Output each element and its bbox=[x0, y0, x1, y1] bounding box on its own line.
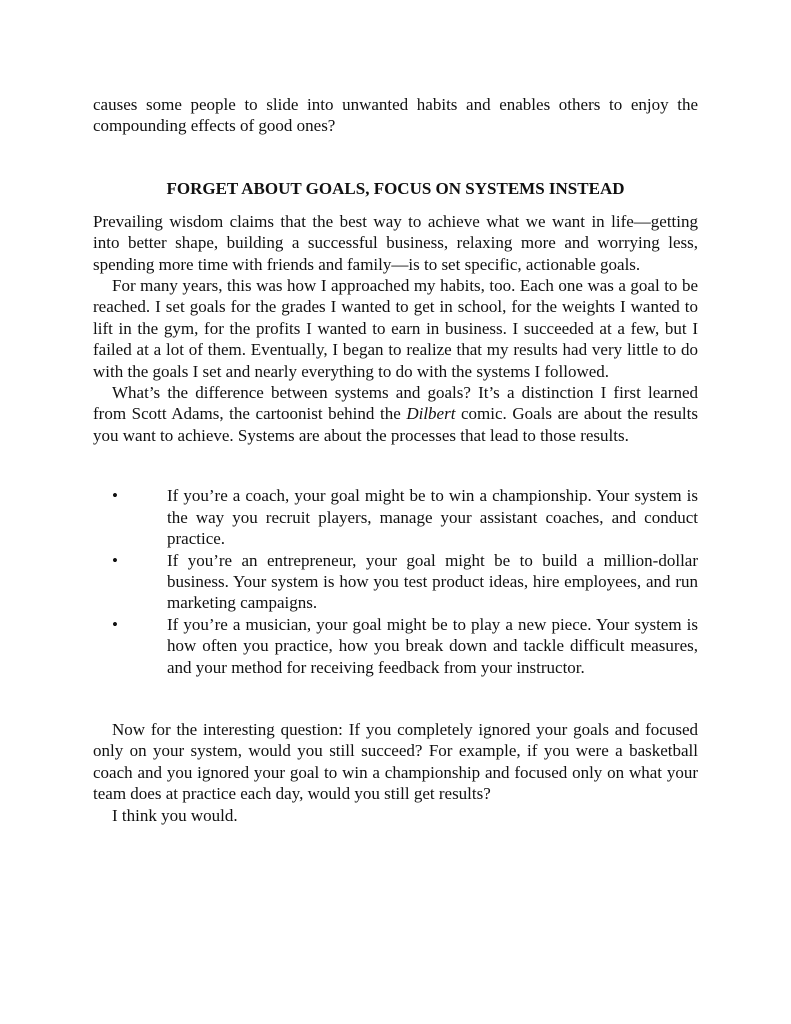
bullet-item-coach bbox=[93, 485, 698, 549]
bullet-icon: • bbox=[112, 486, 118, 506]
examples-bullet-list bbox=[93, 485, 698, 678]
bullet-text-coach: If you’re a coach, your goal might be to win a championship. Your system is the way you recruit players, manage your assistant coaches, and conduct practice. bbox=[167, 486, 698, 549]
document-page bbox=[93, 94, 698, 826]
paragraph-i-think-you-would: I think you would. bbox=[112, 805, 238, 825]
paragraph-systems-vs-goals bbox=[93, 382, 698, 446]
bullet-text-musician: If you’re a musician, your goal might be to play a new piece. Your system is how often you practice, how you break down and tackle difficult measures, and your method for receiving feedback from your instructor. bbox=[167, 614, 698, 677]
paragraph-many-years: For many years, this was how I approached my habits, too. Each one was a goal to be reached. I set goals for the grades I wanted to get in school, for the weights I wanted to lift in the gym, for the profits I wanted to earn in business. I succeeded at a few, but I failed at a lot of them. Eventually, I began to realize that my results had very little to do with the goals I set and nearly everything to do with the systems I followed. bbox=[93, 276, 698, 381]
bullet-item-entrepreneur bbox=[93, 550, 698, 614]
paragraph-prevailing-wisdom: Prevailing wisdom claims that the best way to achieve what we want in life—getting into better shape, building a successful business, relaxing more and worrying less, spending more time with friends and family—is to set specific, actionable goals. bbox=[93, 211, 698, 274]
bullet-text-entrepreneur: If you’re an entrepreneur, your goal might be to build a million-dollar business. Your system is how you test product ideas, hire employees, and run marketing campaigns. bbox=[167, 550, 698, 613]
dilbert-title: Dilbert bbox=[406, 404, 456, 424]
bullet-icon: • bbox=[112, 614, 118, 634]
paragraph-interesting-question: Now for the interesting question: If you completely ignored your goals and focused only on your system, would you still succeed? For example, if you were a basketball coach and you ignored your goal to win a championship and focused only on what your team does at practice each day, would you still get results? bbox=[93, 719, 698, 804]
intro-paragraph: causes some people to slide into unwanted habits and enables others to enjoy the compounding effects of good ones? bbox=[93, 95, 698, 136]
bullet-icon: • bbox=[112, 550, 118, 570]
bullet-item-musician bbox=[93, 614, 698, 678]
paragraph-systems-vs-goals-part2: comic. Goals are about the results you want to achieve. Systems are about the processes that lead to those results. bbox=[93, 404, 698, 445]
section-heading: FORGET ABOUT GOALS, FOCUS ON SYSTEMS INSTEAD bbox=[166, 178, 625, 198]
paragraph-systems-vs-goals-part1: What’s the difference between systems and goals? It’s a distinction I first learned from Scott Adams, the cartoonist behind the bbox=[93, 383, 698, 424]
